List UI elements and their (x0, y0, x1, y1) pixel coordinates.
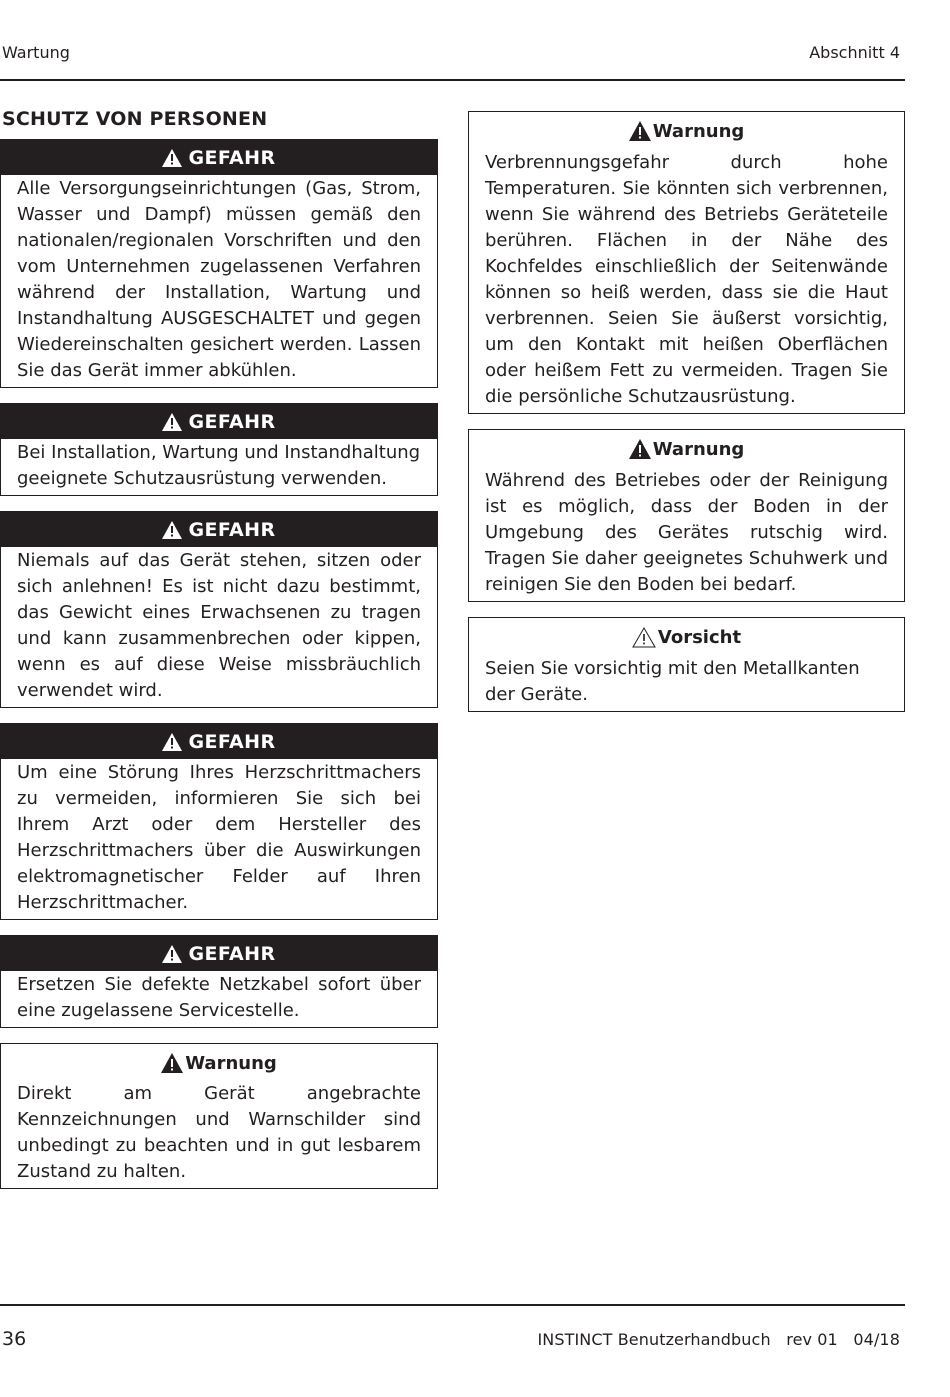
warning-box-text: Direkt am Gerät angebrachte Kennzeichnungen und Warnschilder sind unbedingt zu beachten und in gut lesbarem Zustand zu halten. (17, 1083, 421, 1182)
danger-box-heading: GEFAHR (188, 146, 276, 169)
danger-box-heading: GEFAHR (188, 518, 276, 541)
danger-box-text: Bei Installation, Wartung und Instandhaltung geeignete Schutzausrüstung verwenden. (17, 442, 421, 489)
danger-box-header (1, 936, 437, 971)
danger-box-text: Ersetzen Sie defekte Netzkabel sofort über eine zugelassene Servicestelle. (17, 974, 421, 1021)
danger-box-heading: GEFAHR (188, 942, 276, 965)
warning-triangle-outline-icon (632, 627, 656, 648)
warning-triangle-icon (629, 439, 651, 459)
page-footer (0, 1304, 905, 1366)
page-header (0, 0, 905, 81)
section-title: SCHUTZ VON PERSONEN (2, 108, 268, 130)
warning-box (0, 1043, 438, 1189)
right-column (468, 111, 905, 727)
danger-box-text: Alle Versorgungseinrichtungen (Gas, Strom, Wasser und Dampf) müssen gemäß den nationalen/regionalen Vorschriften und den vom Unternehmen zugelassenen Verfahren während der Installation, Wartung und Instandhaltung AUSGESCHALTET und gegen Wiedereinschalten gesichert werden. Lassen Sie das Gerät immer abkühlen. (17, 178, 421, 381)
warning-box-heading: Warnung (652, 120, 745, 142)
left-column (0, 104, 438, 1204)
warning-box (468, 429, 905, 602)
header-section-name: Wartung (2, 43, 70, 62)
warning-box-heading: Warnung (652, 438, 745, 460)
warning-triangle-icon (162, 521, 182, 539)
warning-triangle-icon (161, 1053, 183, 1073)
warning-box-text: Verbrennungsgefahr durch hohe Temperaturen. Sie könnten sich verbrennen, wenn Sie während des Betriebs Geräteteile berühren. Flächen in der Nähe des Kochfeldes einschließlich der Seitenwände können so heiß werden, dass sie die Haut verbrennen. Seien Sie äußerst vorsichtig, um den Kontakt mit heißen Oberflächen oder heißem Fett zu vermeiden. Tragen Sie die persönliche Schutzausrüstung. (485, 152, 888, 407)
caution-box-header (469, 618, 904, 654)
caution-box-text: Seien Sie vorsichtig mit den Metallkanten der Geräte. (485, 658, 860, 705)
page-number: 36 (2, 1328, 27, 1350)
document-reference: INSTINCT Benutzerhandbuch rev 01 04/18 (537, 1330, 900, 1349)
warning-triangle-icon (162, 733, 182, 751)
danger-box (0, 403, 438, 496)
danger-box-header (1, 404, 437, 439)
warning-triangle-icon (162, 149, 182, 167)
danger-box-header (1, 724, 437, 759)
danger-box-text: Um eine Störung Ihres Herzschrittmachers zu vermeiden, informieren Sie sich bei Ihrem Arzt oder dem Hersteller des Herzschrittmachers über die Auswirkungen elektromagnetischer Felder auf Ihren Herzschrittmacher. (17, 762, 421, 913)
danger-box-text: Niemals auf das Gerät stehen, sitzen oder sich anlehnen! Es ist nicht dazu bestimmt, das Gewicht eines Erwachsenen zu tragen und kann zusammenbrechen oder kippen, wenn es auf diese Weise missbräuchlich verwendet wird. (17, 550, 421, 701)
warning-box-header (469, 112, 904, 148)
danger-box (0, 139, 438, 388)
warning-triangle-icon (629, 121, 651, 141)
danger-box (0, 511, 438, 708)
header-section-number: Abschnitt 4 (809, 43, 900, 62)
danger-box-header (1, 140, 437, 175)
danger-box-heading: GEFAHR (188, 410, 276, 433)
warning-box-text: Während des Betriebes oder der Reinigung ist es möglich, dass der Boden in der Umgebung des Gerätes rutschig wird. Tragen Sie daher geeignetes Schuhwerk und reinigen Sie den Boden bei bedarf. (485, 470, 888, 595)
warning-triangle-icon (162, 945, 182, 963)
warning-box (468, 111, 905, 414)
warning-box-heading: Warnung (185, 1052, 277, 1074)
danger-box-header (1, 512, 437, 547)
warning-box-header (1, 1044, 437, 1080)
danger-box (0, 935, 438, 1028)
danger-box (0, 723, 438, 920)
danger-box-heading: GEFAHR (188, 730, 276, 753)
warning-triangle-icon (162, 413, 182, 431)
caution-box (468, 617, 905, 712)
caution-box-heading: Vorsicht (657, 626, 742, 648)
warning-box-header (469, 430, 904, 466)
